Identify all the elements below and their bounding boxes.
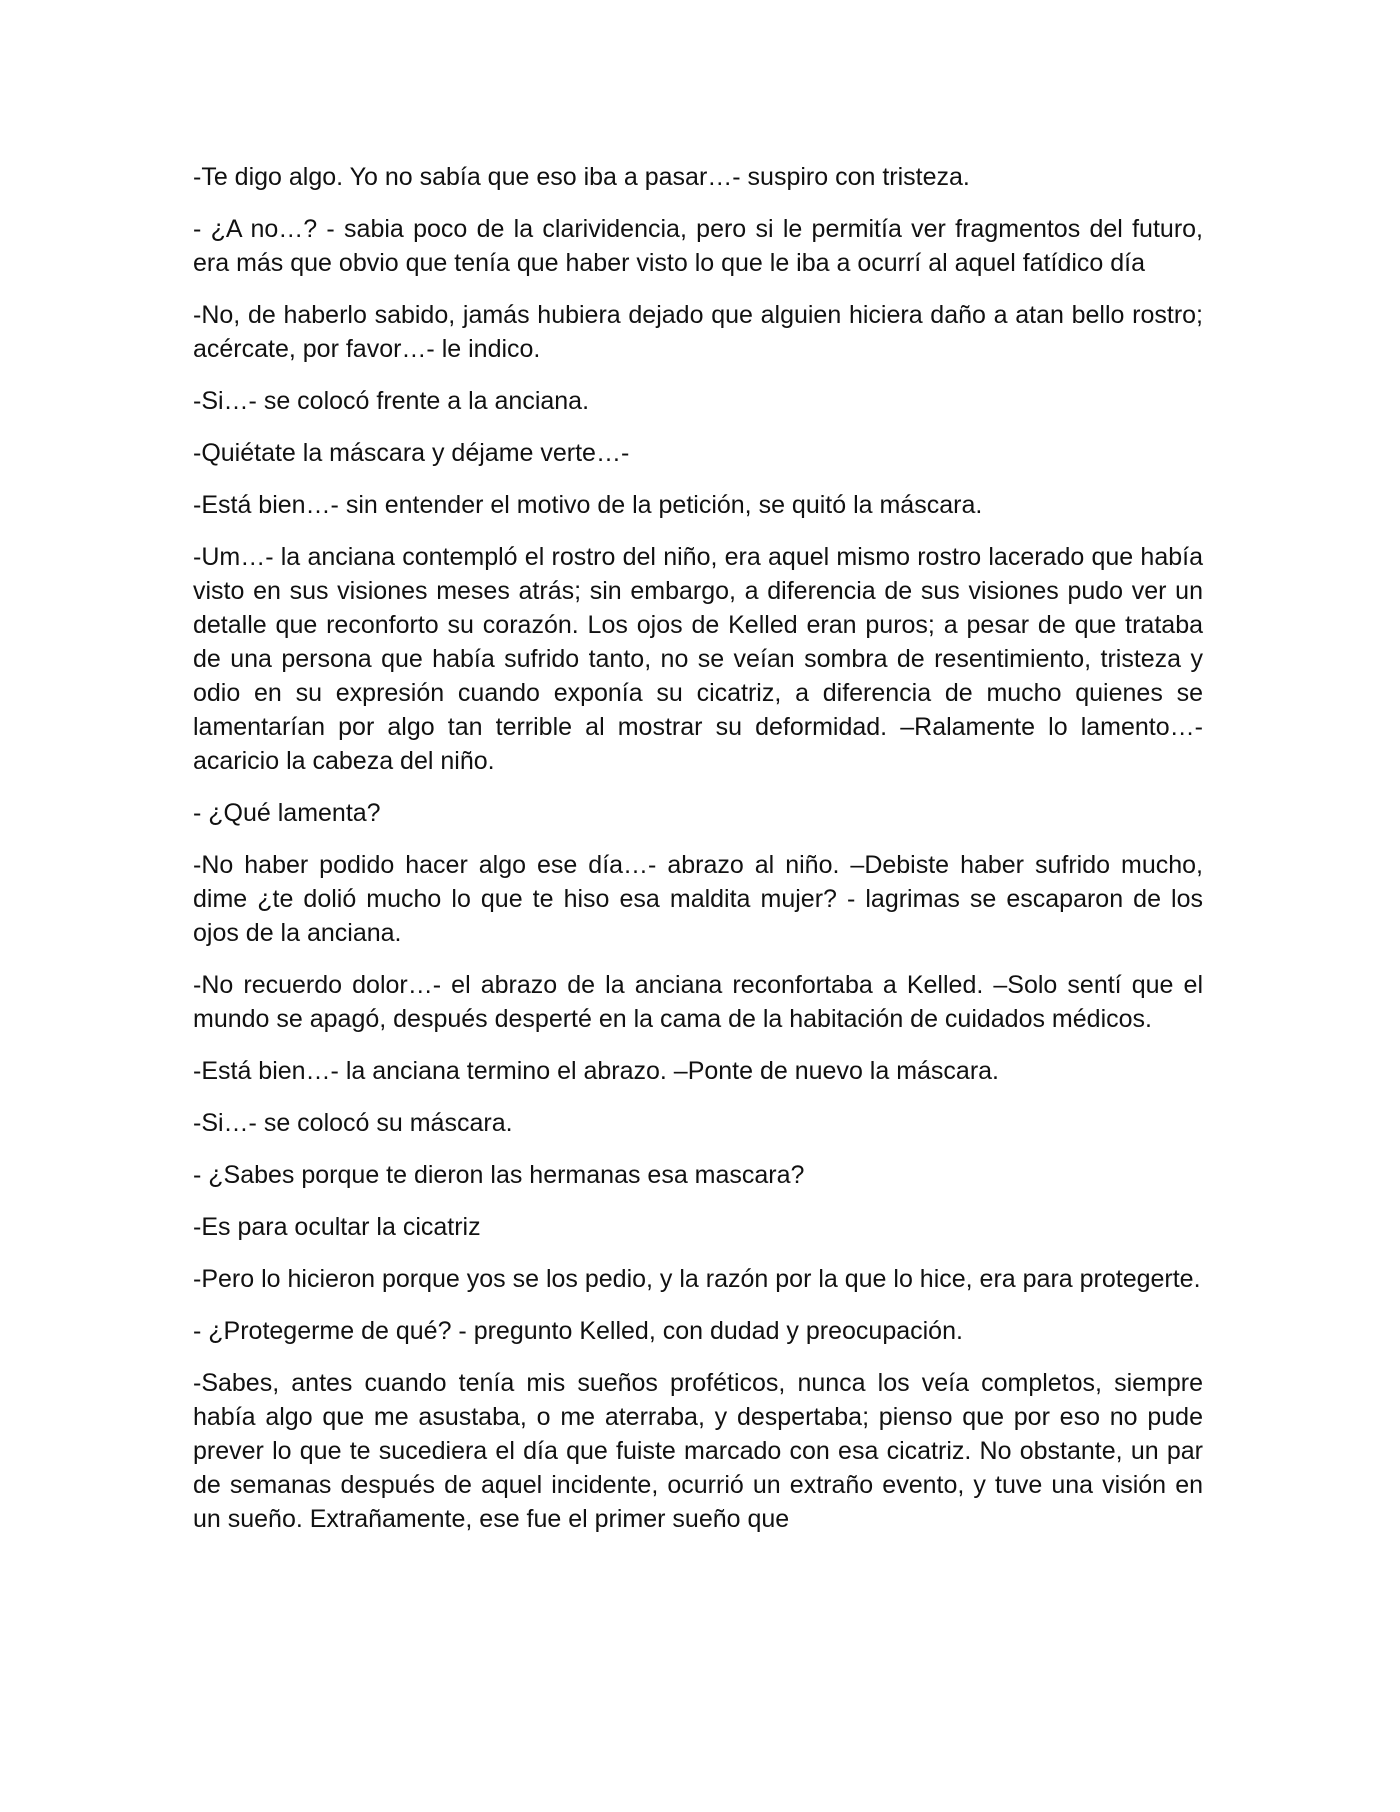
paragraph: -Pero lo hicieron porque yos se los pedio, y la razón por la que lo hice, era para protegerte. bbox=[193, 1265, 1201, 1293]
paragraph: -Está bien…- la anciana termino el abrazo. –Ponte de nuevo la máscara. bbox=[193, 1057, 1000, 1085]
body-text bbox=[193, 160, 1203, 1554]
paragraph: - ¿Qué lamenta? bbox=[193, 799, 381, 827]
paragraph: -Si…- se colocó su máscara. bbox=[193, 1109, 513, 1137]
paragraph: -No, de haberlo sabido, jamás hubiera dejado que alguien hiciera daño a atan bello rostro; acércate, por favor…- le indico. bbox=[193, 301, 1203, 363]
paragraph: -No haber podido hacer algo ese día…- abrazo al niño. –Debiste haber sufrido mucho, dime ¿te dolió mucho lo que te hiso esa maldita mujer? - lagrimas se escaparon de los ojos de la anciana. bbox=[193, 851, 1203, 947]
paragraph: -No recuerdo dolor…- el abrazo de la anciana reconfortaba a Kelled. –Solo sentí que el mundo se apagó, después desperté en la cama de la habitación de cuidados médicos. bbox=[193, 971, 1203, 1033]
paragraph: - ¿Protegerme de qué? - pregunto Kelled, con dudad y preocupación. bbox=[193, 1317, 963, 1345]
paragraph: -Um…- la anciana contempló el rostro del niño, era aquel mismo rostro lacerado que había visto en sus visiones meses atrás; sin embargo, a diferencia de sus visiones pudo ver un detalle que reconforto su corazón. Los ojos de Kelled eran puros; a pesar de que trataba de una persona que había sufrido tanto, no se veían sombra de resentimiento, tristeza y odio en su expresión cuando exponía su cicatriz, a diferencia de mucho quienes se lamentarían por algo tan terrible al mostrar su deformidad. –Ralamente lo lamento…- acaricio la cabeza del niño. bbox=[193, 543, 1203, 775]
paragraph: -Te digo algo. Yo no sabía que eso iba a pasar…- suspiro con tristeza. bbox=[193, 163, 970, 191]
paragraph: - ¿Sabes porque te dieron las hermanas esa mascara? bbox=[193, 1161, 805, 1189]
paragraph: -Está bien…- sin entender el motivo de la petición, se quitó la máscara. bbox=[193, 491, 983, 519]
paragraph: -Quiétate la máscara y déjame verte…- bbox=[193, 439, 630, 467]
paragraph: -Si…- se colocó frente a la anciana. bbox=[193, 387, 590, 415]
paragraph: -Es para ocultar la cicatriz bbox=[193, 1213, 481, 1241]
paragraph: - ¿A no…? - sabia poco de la clarividencia, pero si le permitía ver fragmentos del futuro, era más que obvio que tenía que haber visto lo que le iba a ocurrí al aquel fatídico día bbox=[193, 215, 1203, 277]
paragraph: -Sabes, antes cuando tenía mis sueños proféticos, nunca los veía completos, siempre había algo que me asustaba, o me aterraba, y despertaba; pienso que por eso no pude prever lo que te sucediera el día que fuiste marcado con esa cicatriz. No obstante, un par de semanas después de aquel incidente, ocurrió un extraño evento, y tuve una visión en un sueño. Extrañamente, ese fue el primer sueño que bbox=[193, 1369, 1203, 1533]
